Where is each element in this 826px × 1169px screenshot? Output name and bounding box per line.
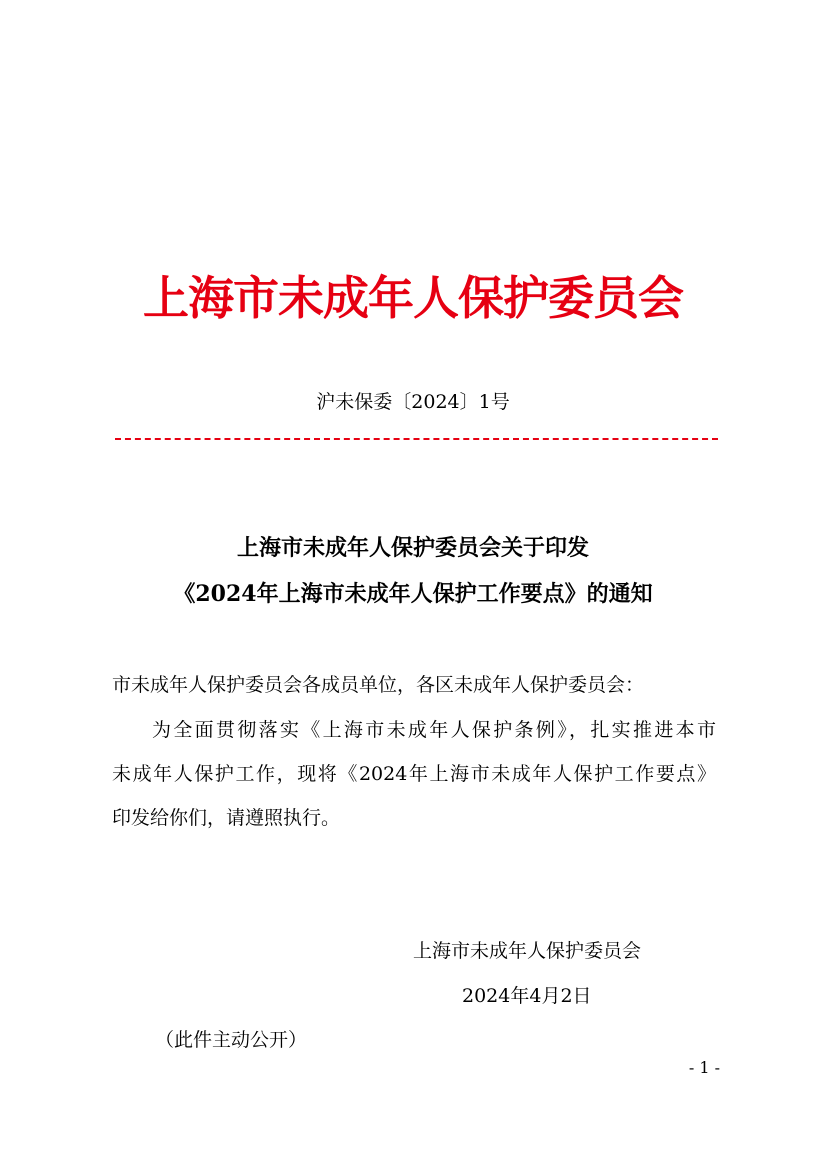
document-number: 沪未保委〔2024〕1号 <box>316 391 510 413</box>
body-paragraph-line: 未成年人保护工作，现将《2024年上海市未成年人保护工作要点》 <box>112 763 716 785</box>
disclosure-note: （此件主动公开） <box>155 1029 308 1051</box>
page-number: - 1 - <box>688 1058 720 1077</box>
salutation: 市未成年人保护委员会各成员单位，各区未成年人保护委员会： <box>112 674 645 696</box>
signature-organization: 上海市未成年人保护委员会 <box>413 940 642 962</box>
signature-date: 2024年4月2日 <box>462 985 592 1007</box>
document-title-line-2: 《2024年上海市未成年人保护工作要点》的通知 <box>173 581 653 607</box>
document-title-line-1: 上海市未成年人保护委员会关于印发 <box>236 535 589 561</box>
body-paragraph-line: 印发给你们，请遵照执行。 <box>112 807 341 829</box>
red-divider-line <box>115 438 718 440</box>
body-paragraph-line: 为全面贯彻落实《上海市未成年人保护条例》，扎实推进本市 <box>152 719 716 741</box>
issuer-header: 上海市未成年人保护委员会 <box>143 271 683 325</box>
